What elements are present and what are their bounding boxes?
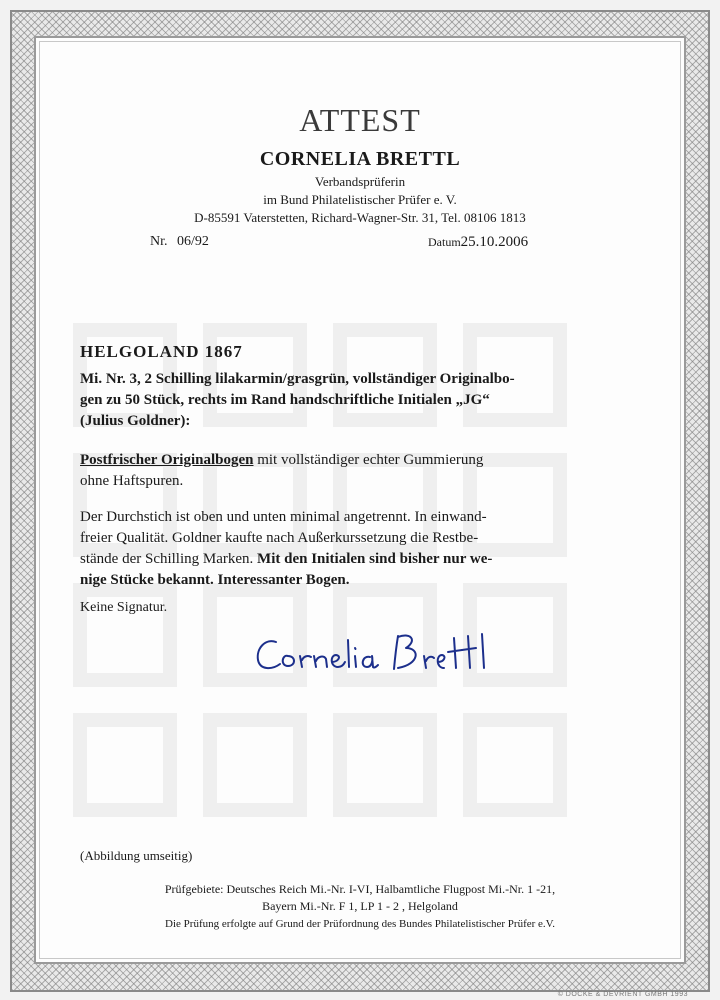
examiner-association: im Bund Philatelistischer Prüfer e. V. — [263, 192, 457, 207]
handwritten-signature — [248, 612, 498, 682]
condition-line: ohne Haftspuren. — [80, 473, 184, 489]
condition-statement — [80, 450, 635, 492]
quality-description — [80, 507, 635, 591]
certificate-number — [150, 234, 209, 250]
condition-text: mit vollständiger echter Gummierung — [253, 452, 484, 468]
examiner-name: CORNELIA BRETTL — [259, 148, 461, 170]
desc-line: freier Qualität. Goldner kaufte nach Außerkurssetzung die Restbe- — [80, 530, 479, 546]
examination-rules: Die Prüfung erfolgte auf Grund der Prüfordnung des Bundes Philatelistischer Prüfer e.V. — [165, 918, 555, 930]
copyright-notice: © DOCKE & DEVRIENT GMBH 1993 — [557, 991, 688, 998]
examination-scope: Prüfgebiete: Deutsches Reich Mi.-Nr. I-VI, Halbamtliche Flugpost Mi.-Nr. 1 -21, — [164, 882, 556, 896]
desc-line: stände der Schilling Marken. — [80, 551, 258, 567]
item-line: (Julius Goldner): — [80, 413, 191, 429]
examiner-role: Verbandsprüferin — [314, 174, 406, 189]
number-label: Nr. — [150, 234, 168, 249]
item-line: Mi. Nr. 3, 2 Schilling lilakarmin/grasgrün, vollständiger Originalbo- — [80, 371, 515, 387]
number-value: 06/92 — [177, 234, 209, 249]
date-value: 25.10.2006 — [460, 234, 529, 250]
image-note: (Abbildung umseitig) — [80, 848, 193, 863]
stamp-heading: HELGOLAND 1867 — [80, 342, 243, 361]
item-line: gen zu 50 Stück, rechts im Rand handschriftliche Initialen „JG“ — [80, 392, 490, 408]
signature-note: Keine Signatur. — [80, 600, 168, 615]
examination-scope-cont: Bayern Mi.-Nr. F 1, LP 1 - 2 , Helgoland — [262, 899, 458, 913]
item-description — [80, 369, 635, 432]
desc-highlight: Mit den Initialen sind bisher nur we- — [257, 551, 493, 567]
document-title: ATTEST — [299, 102, 421, 138]
certificate-date — [428, 234, 528, 251]
examiner-address: D-85591 Vaterstetten, Richard-Wagner-Str. 31, Tel. 08106 1813 — [194, 210, 526, 225]
signature-image — [248, 612, 498, 682]
desc-line: Der Durchstich ist oben und unten minimal angetrennt. In einwand- — [80, 509, 487, 525]
desc-highlight: nige Stücke bekannt. Interessanter Bogen. — [80, 572, 350, 588]
date-label: Datum — [428, 235, 461, 249]
condition-highlight: Postfrischer Originalbogen — [80, 452, 254, 468]
